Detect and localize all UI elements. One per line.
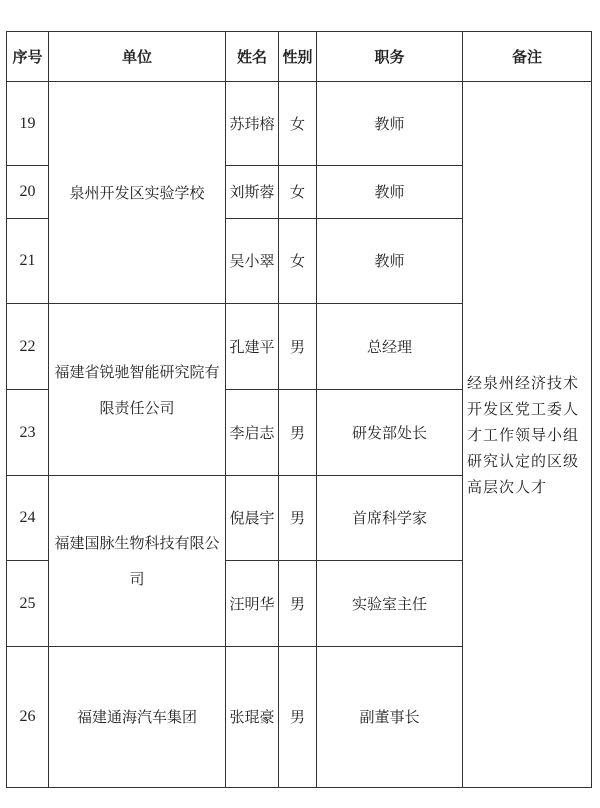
cell-position: 总经理 bbox=[317, 304, 463, 390]
cell-unit: 泉州开发区实验学校 bbox=[49, 82, 226, 304]
cell-unit: 福建省锐驰智能研究院有限责任公司 bbox=[49, 304, 226, 476]
cell-gender: 女 bbox=[279, 82, 317, 166]
header-note: 备注 bbox=[463, 32, 592, 82]
talent-table bbox=[6, 31, 592, 788]
cell-no: 24 bbox=[7, 476, 49, 561]
cell-gender: 男 bbox=[279, 561, 317, 647]
cell-no: 22 bbox=[7, 304, 49, 390]
cell-unit: 福建国脉生物科技有限公司 bbox=[49, 476, 226, 647]
cell-gender: 男 bbox=[279, 647, 317, 788]
cell-gender: 男 bbox=[279, 304, 317, 390]
cell-name: 张琨豪 bbox=[226, 647, 279, 788]
cell-unit: 福建通海汽车集团 bbox=[49, 647, 226, 788]
cell-no: 20 bbox=[7, 166, 49, 219]
cell-no: 26 bbox=[7, 647, 49, 788]
cell-no: 19 bbox=[7, 82, 49, 166]
header-no: 序号 bbox=[7, 32, 49, 82]
cell-name: 倪晨宇 bbox=[226, 476, 279, 561]
cell-no: 21 bbox=[7, 219, 49, 304]
cell-position: 研发部处长 bbox=[317, 390, 463, 476]
cell-name: 苏玮榕 bbox=[226, 82, 279, 166]
header-position: 职务 bbox=[317, 32, 463, 82]
header-unit: 单位 bbox=[49, 32, 226, 82]
cell-position: 教师 bbox=[317, 166, 463, 219]
cell-name: 刘斯蓉 bbox=[226, 166, 279, 219]
cell-position: 实验室主任 bbox=[317, 561, 463, 647]
cell-name: 孔建平 bbox=[226, 304, 279, 390]
cell-gender: 男 bbox=[279, 390, 317, 476]
table-row bbox=[7, 82, 592, 166]
cell-name: 吴小翠 bbox=[226, 219, 279, 304]
header-name: 姓名 bbox=[226, 32, 279, 82]
cell-position: 副董事长 bbox=[317, 647, 463, 788]
cell-gender: 男 bbox=[279, 476, 317, 561]
cell-position: 首席科学家 bbox=[317, 476, 463, 561]
cell-no: 25 bbox=[7, 561, 49, 647]
cell-name: 汪明华 bbox=[226, 561, 279, 647]
cell-note: 经泉州经济技术开发区党工委人才工作领导小组研究认定的区级高层次人才 bbox=[463, 82, 592, 788]
cell-position: 教师 bbox=[317, 219, 463, 304]
cell-gender: 女 bbox=[279, 219, 317, 304]
header-gender: 性别 bbox=[279, 32, 317, 82]
cell-name: 李启志 bbox=[226, 390, 279, 476]
cell-no: 23 bbox=[7, 390, 49, 476]
cell-gender: 女 bbox=[279, 166, 317, 219]
cell-position: 教师 bbox=[317, 82, 463, 166]
header-row bbox=[7, 32, 592, 82]
